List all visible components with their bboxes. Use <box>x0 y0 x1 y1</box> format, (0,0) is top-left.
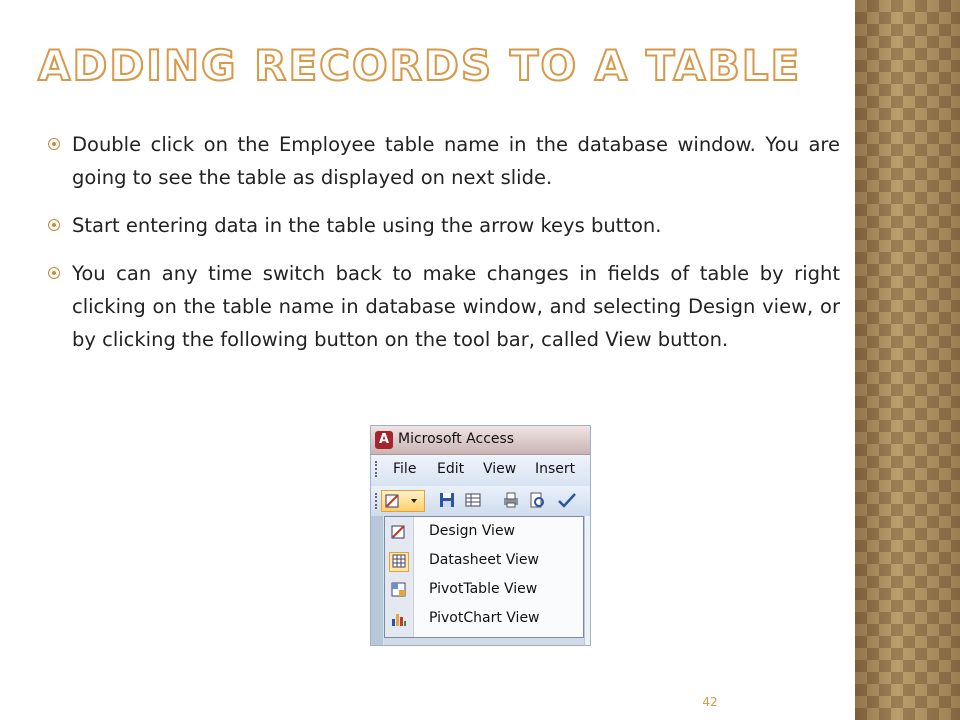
access-screenshot <box>370 425 591 646</box>
dropdown-arrow-icon <box>411 499 417 503</box>
database-window-edge <box>371 516 383 646</box>
menu-item-label: PivotTable View <box>429 581 538 597</box>
bullet-circle-icon <box>48 138 60 150</box>
bullet-text: You can any time switch back to make changes in fields of table by right clicking on the table name in database window, and selecting Design view, or by clicking the following button on the tool bar, called View button. <box>72 262 840 351</box>
datasheet-edge <box>584 516 591 646</box>
view-button[interactable] <box>381 490 425 512</box>
menu-insert[interactable]: Insert <box>535 461 576 477</box>
view-button-icon <box>382 491 424 511</box>
menu-item-label: PivotChart View <box>429 610 540 626</box>
access-app-icon: A <box>375 431 393 449</box>
page-number: 42 <box>702 695 718 709</box>
design-view-icon <box>389 523 409 543</box>
menu-item-label: Design View <box>429 523 516 539</box>
print-preview-icon[interactable] <box>527 491 547 511</box>
menu-view[interactable]: View <box>483 461 517 477</box>
spelling-icon[interactable] <box>555 491 575 511</box>
bullet-item <box>48 209 840 242</box>
menu-item-pivotchart-view[interactable] <box>385 605 583 634</box>
decorative-side-band <box>855 0 960 720</box>
view-dropdown-menu <box>384 516 584 638</box>
menu-item-datasheet-view[interactable] <box>385 547 583 576</box>
menu-item-label: Datasheet View <box>429 552 539 568</box>
datasheet-view-icon <box>389 552 409 572</box>
print-icon[interactable] <box>501 491 521 511</box>
grip-icon <box>375 493 380 509</box>
menu-item-design-view[interactable] <box>385 518 583 547</box>
slide-title: ADDING RECORDS TO A TABLE <box>38 41 802 90</box>
table-icon[interactable] <box>463 491 483 511</box>
window-bottom-edge <box>384 638 584 646</box>
menu-bar <box>371 455 591 483</box>
menu-item-pivottable-view[interactable] <box>385 576 583 605</box>
bullet-list <box>48 128 840 371</box>
window-title-bar <box>371 426 591 455</box>
bullet-text: Double click on the Employee table name in the database window. You are going to see the table as displayed on next slide. <box>72 133 840 189</box>
pivotchart-view-icon <box>389 610 409 630</box>
window-title: Microsoft Access <box>398 431 515 447</box>
grip-icon <box>375 461 380 477</box>
bullet-text: Start entering data in the table using the arrow keys button. <box>72 214 662 237</box>
bullet-circle-icon <box>48 219 60 231</box>
bullet-item <box>48 128 840 194</box>
save-icon[interactable] <box>437 491 457 511</box>
menu-file[interactable]: File <box>393 461 417 477</box>
pivottable-view-icon <box>389 581 409 601</box>
bullet-item <box>48 257 840 356</box>
bullet-circle-icon <box>48 267 60 279</box>
menu-edit[interactable]: Edit <box>437 461 465 477</box>
toolbar <box>371 486 591 516</box>
